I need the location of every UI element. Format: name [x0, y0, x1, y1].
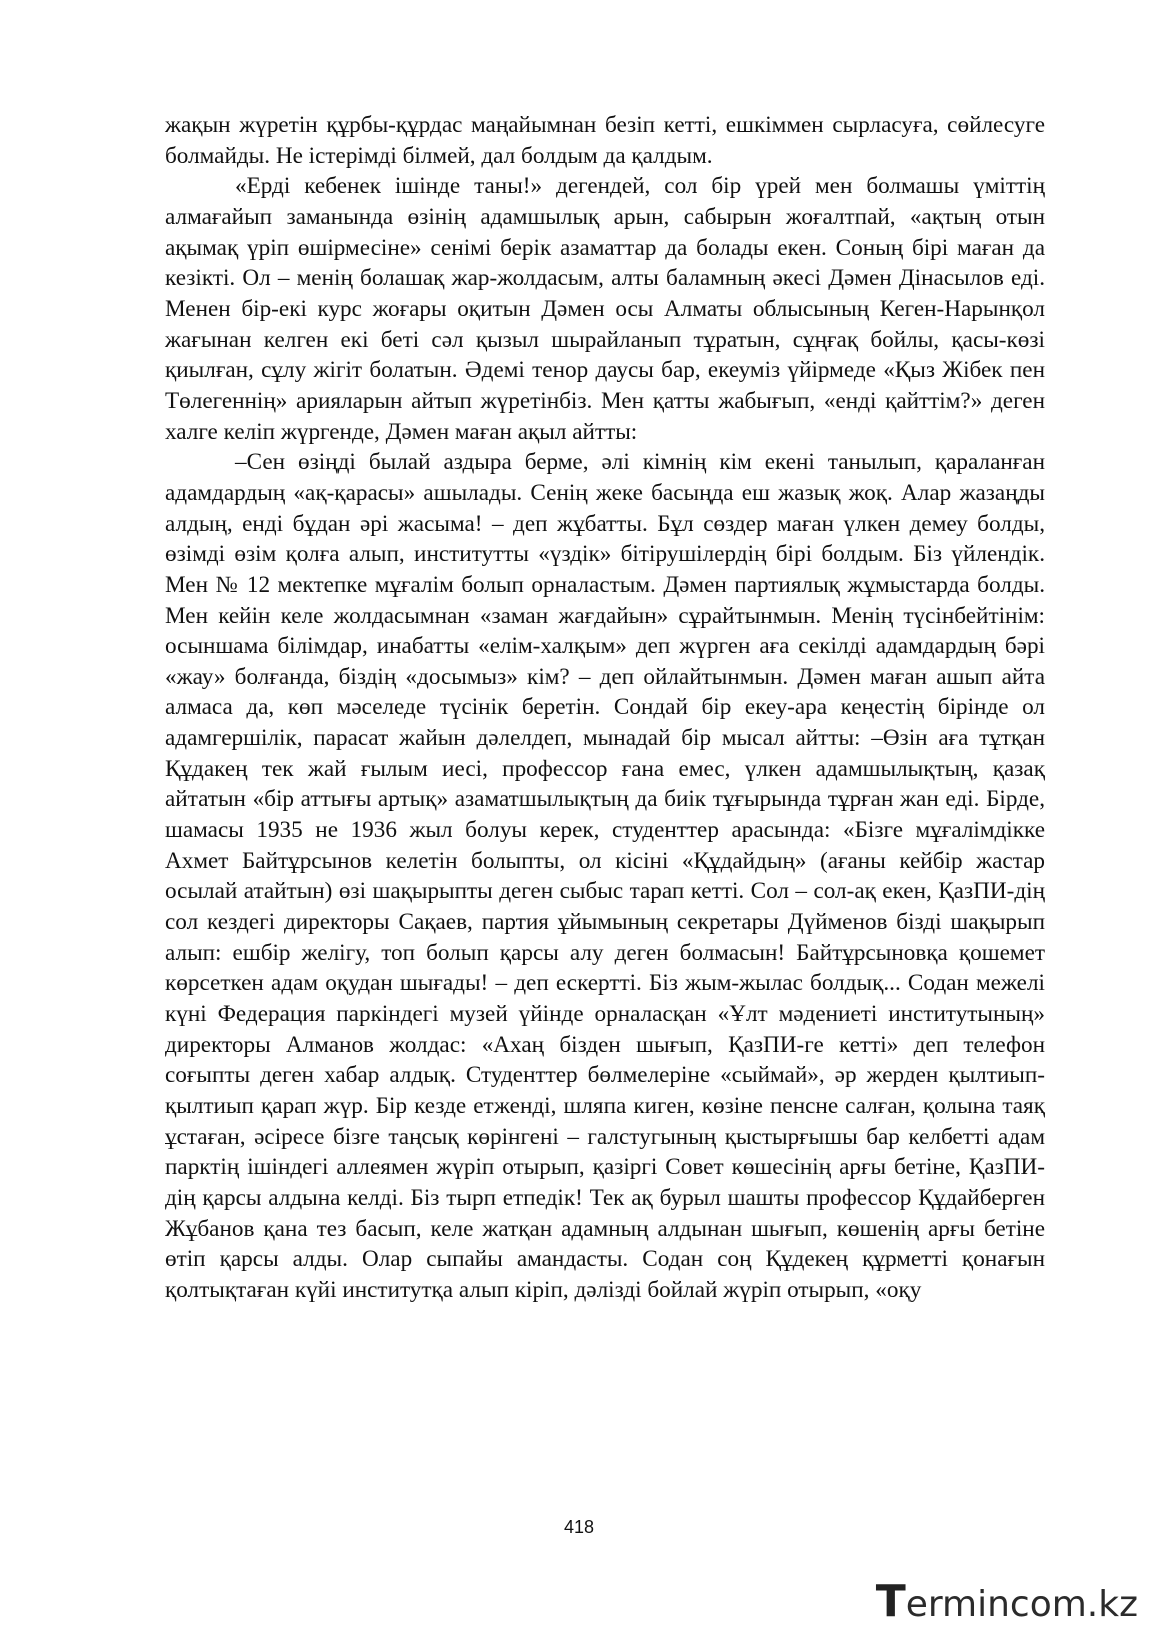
watermark-logo-letter: T [875, 1576, 906, 1627]
watermark-logo-text: ermincom.kz [905, 1584, 1138, 1625]
paragraph-1: жақын жүретін құрбы-құрдас маңайымнан безіп кетті, ешкіммен сырласуға, сөйлесуге болмайды. Не істерімді білмей, дал болдым да қалдым. [165, 112, 1045, 169]
page-body [165, 110, 1045, 1306]
termincom-watermark [876, 1576, 1138, 1627]
paragraph-3: –Сен өзіңді былай аздыра берме, әлі кімнің кім екені танылып, қараланған адамдардың «ақ-қарасы» ашылады. Сенің жеке басыңда еш жазық жоқ. Алар жазаңды алдың, енді бұдан әрі жасыма! – деп жұбатты. Бұл сөздер маған үлкен демеу болды, өзімді өзім қолға алып, институтты «үздік» бітірушілердің бірі болдым. Біз үйлендік. Мен № 12 мектепке мұғалім болып орналастым. Дәмен партиялық жұмыстарда болды. Мен кейін келе жолдасымнан «заман жағдайын» сұрайтынмын. Менің түсінбейтінім: осыншама білімдар, инабатты «елім-халқым» деп жүрген аға секілді адамдардың бәрі «жау» болғанда, біздің «досымыз» кім? – деп ойлайтынмын. Дәмен маған ашып айта алмаса да, көп мәселеде түсінік беретін. Сондай бір екеу-ара кеңестің бірінде ол адамгершілік, парасат жайын дәлелдеп, мынадай бір мысал айтты: –Өзін аға тұтқан Құдакең тек жай ғылым иесі, профессор ғана емес, үлкен адамшылықтың, қазақ айтатын «бір аттығы артық» азаматшылықтың да биік тұғырында тұрған жан еді. Бірде, шамасы 1935 не 1936 жыл болуы керек, студенттер арасында: «Бізге мұғалімдікке Ахмет Байтұрсынов келетін болыпты, ол кісіні «Құдайдың» (ағаны кейбір жастар осылай атайтын) өзі шақырыпты деген сыбыс тарап кетті. Сол – сол-ақ екен, ҚазПИ-дің сол кездегі директоры Сақаев, партия ұйымының секретары Дүйменов бізді шақырып алып: ешбір желігу, топ болып қарсы алу деген болмасын! Байтұрсыновқа қошемет көрсеткен адам оқудан шығады! – деп ескертті. Біз жым-жылас болдық... Содан межелі күні Федерация паркіндегі музей үйінде орналасқан «Ұлт мәдениеті институтының» директоры Алманов жолдас: «Ахаң бізден шығып, ҚазПИ-ге кетті» деп телефон соғыпты деген хабар алдық. Студенттер бөлмелеріне «сыймай», әр жерден қылтиып-қылтиып қарап жүр. Бір кезде етженді, шляпа киген, көзіне пенсне салған, қолына таяқ ұстаған, әсіресе бізге таңсық көрінгені – галстугының қыстырғышы бар келбетті адам парктің ішіндегі аллеямен жүріп отырып, қазіргі Совет көшесінің арғы бетіне, ҚазПИ-дің қарсы алдына келді. Біз тырп етпедік! Тек ақ бурыл шашты профессор Құдайберген Жұбанов қана тез басып, келе жатқан адамның алдынан шығып, көшенің арғы бетіне өтіп қарсы алды. Олар сыпайы амандасты. Содан соң Құдекең құрметті қонағын қолтықтаған күйі институтқа алып кіріп, дәлізді бойлай жүріп отырып, «оқу [165, 449, 1045, 1303]
page-number: 418 [563, 1517, 595, 1537]
paragraph-2: «Ерді кебенек ішінде таны!» дегендей, сол бір үрей мен болмашы үміттің алмағайып заманында өзінің адамшылық арын, сабырын жоғалтпай, «ақтың отын ақымақ үріп өшірмесіне» сенімі берік азаматтар да болады екен. Соның бірі маған да кезікті. Ол – менің болашақ жар-жолдасым, алты баламның әкесі Дәмен Дінасылов еді. Менен бір-екі курс жоғары оқитын Дәмен осы Алматы облысының Кеген-Нарынқол жағынан келген екі беті сәл қызыл шырайланып тұратын, сұңғақ бойлы, қасы-көзі қиылған, сұлу жігіт болатын. Әдемі тенор даусы бар, екеуміз үйірмеде «Қыз Жібек пен Төлегеннің» арияларын айтып жүретінбіз. Мен қатты жабығып, «енді қайттім?» деген халге келіп жүргенде, Дәмен маған ақыл айтты: [165, 173, 1045, 445]
